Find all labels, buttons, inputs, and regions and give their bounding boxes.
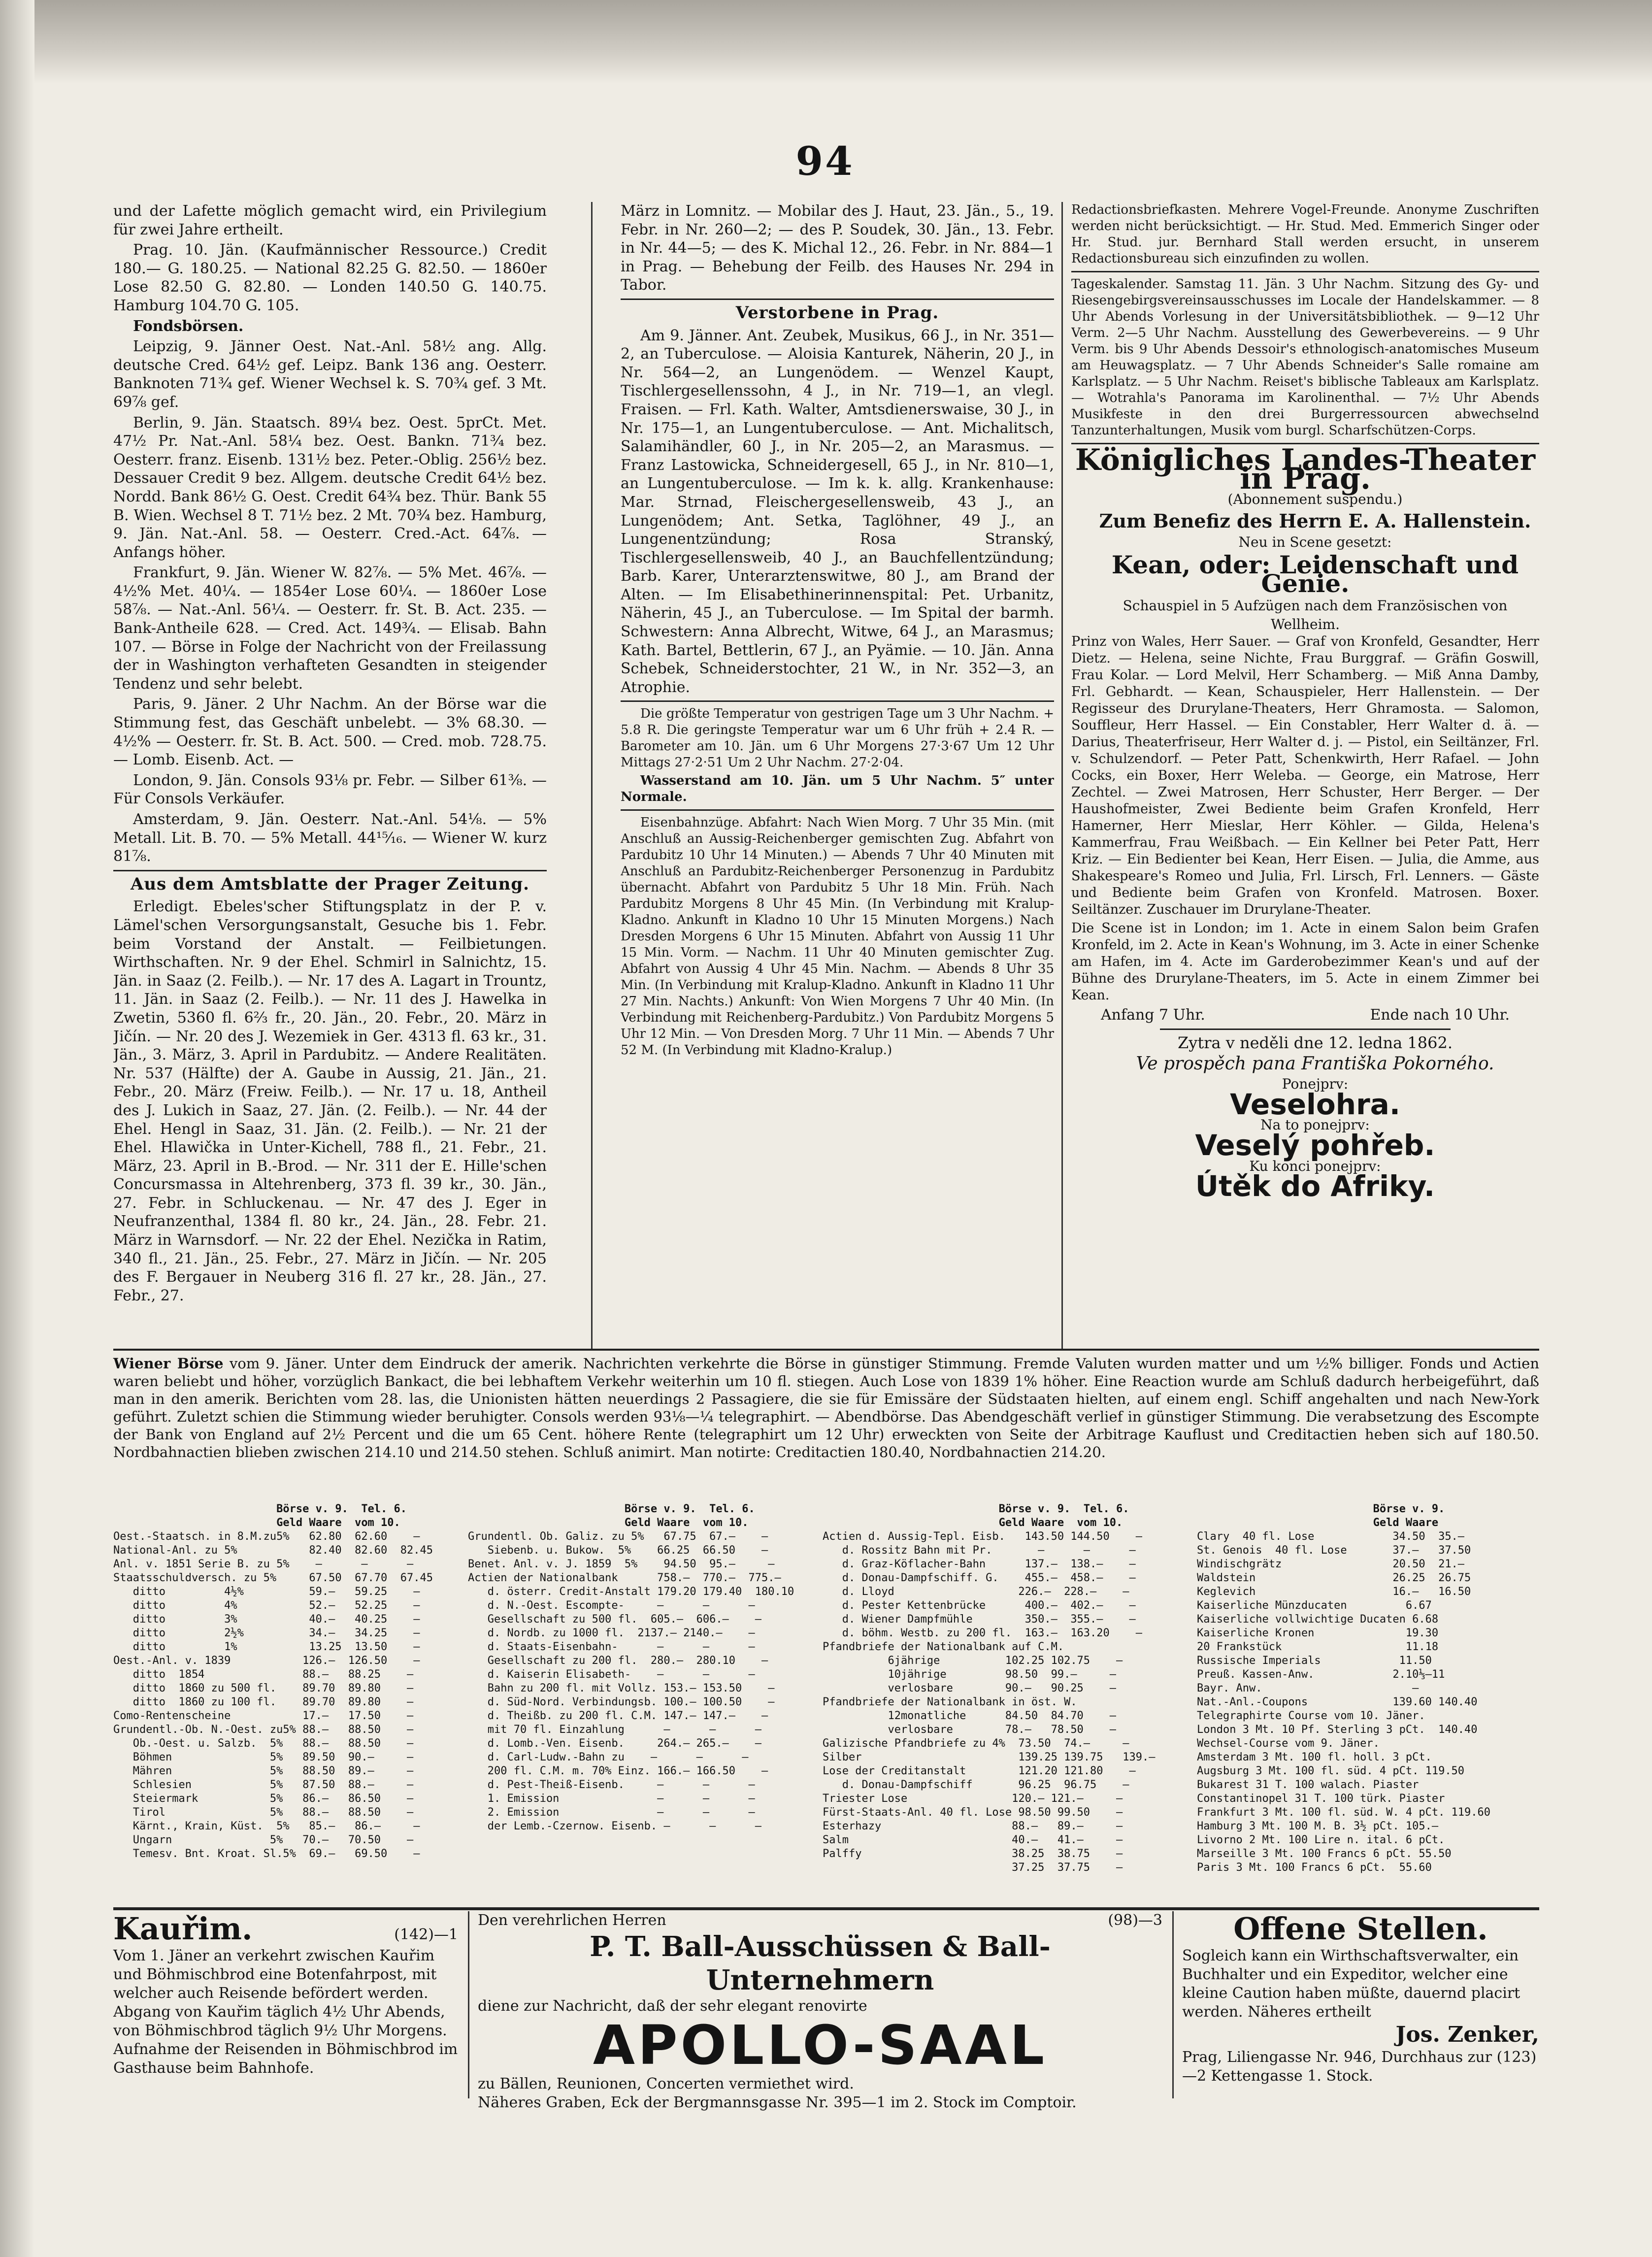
table-row: Augsburg 3 Mt. 100 fl. süd. 4 pCt. 119.50	[1197, 1765, 1465, 1777]
prag-report: Prag. 10. Jän. (Kaufmännischer Ressource.) Credit 180.— G. 180.25. — National 82.25 G. 82.50. — 1860er Lose 82.50 G. 82.80. — Londen 140.50 G. 140.75. Hamburg 104.70 G. 105.	[113, 241, 547, 314]
czech-benefit: Ve prospěch pana Františka Pokorného.	[1136, 1053, 1494, 1074]
table-row: Kaiserliche Münzducaten 6.67	[1197, 1599, 1432, 1612]
verstorbene-title: Verstorbene in Prag.	[735, 302, 939, 323]
table-row: d. Rossitz Bahn mit Pr. — — —	[823, 1544, 1136, 1557]
table-row: Oest.-Staatsch. in 8.M.zu5% 62.80 62.60 —	[113, 1530, 420, 1543]
mobilar-text: März in Lomnitz. — Mobilar des J. Haut, 23. Jän., 5., 19. Febr. in Nr. 260—2; — des P. Soudek, 30. Jän., 13. Febr. in Nr. 44—5; — des K. Michal 12., 26. Febr. in Nr. 884—1 in Prag. — Behebung der Feilb. des Hauses Nr. 294 in Tabor.	[621, 202, 1054, 294]
ad-apollo-saal	[478, 1911, 1162, 2111]
table-row: Bukarest 31 T. 100 walach. Piaster	[1197, 1779, 1419, 1791]
table-row: National-Anl. zu 5% 82.40 82.60 82.45	[113, 1544, 433, 1557]
table-row: d. N.-Oest. Escompte- — — —	[468, 1599, 755, 1612]
play-vesely-pohreb: Veselý pohřeb.	[1195, 1128, 1435, 1162]
ad-offene-stellen	[1182, 1911, 1539, 2108]
benefiz: Zum Benefiz des Herrn E. A. Hallenstein.	[1099, 509, 1531, 532]
table-row: d. Nordb. zu 1000 fl. 2137.— 2140.— —	[468, 1627, 755, 1639]
ad-kaurim	[113, 1911, 458, 2108]
table-block-4	[1197, 1502, 1539, 1906]
table-row: ditto 4% 52.— 52.25 —	[113, 1599, 420, 1612]
frankfurt-report: Frankfurt, 9. Jän. Wiener W. 82⅞. — 5% Met. 46⅞. — 4½% Met. 40¼. — 1854er Lose 60¼. — 1860er Lose 58⅞. — Nat.-Anl. 56¼. — Oesterr. fr. St. B. Act. 235. — Bank-Antheile 628. — Cred. Act. 149¾. — Elisab. Bahn 107. — Börse in Folge der Nachricht von der Freilassung der in Washington verhafteten Gesandten in steigender Tendenz und sehr belebt.	[113, 564, 547, 693]
column-divider	[591, 202, 593, 1350]
table-row: Benet. Anl. v. J. 1859 5% 94.50 95.— —	[468, 1558, 775, 1570]
neu-in-scene: Neu in Scene gesetzt:	[1238, 534, 1392, 551]
table-block-3	[823, 1502, 1187, 1906]
table-row: Hamburg 3 Mt. 100 M. B. 3½ pCt. 105.—	[1197, 1820, 1439, 1832]
ad-apollo-ref: (98)—3	[1108, 1912, 1162, 1929]
amtsblatt-text: Erledigt. Ebeles'scher Stiftungsplatz in der P. v. Lämel'schen Versorgungsanstalt, Gesuche bis 1. Febr. beim Vorstand der Anstalt. — Feilbietungen. Wirthschaften. Nr. 9 der Ehel. Schmirl in Salnichtz, 15. Jän. in Saaz (2. Feilb.). — Nr. 17 des A. Lagart in Trountz, 11. Jän. in Saaz (2. Feilb.). — Nr. 11 des J. Hawelka in Zwetin, 5360 fl. 6⅔ fr., 20. Jän., 20. Febr., 20. März in Jičín. — Nr. 20 des J. Wezemiek in Ger. 4313 fl. 63 kr., 31. Jän., 3. März, 3. April in Pardubitz. — Andere Realitäten. Nr. 537 (Hälfte) der A. Gaube in Aussig, 21. Jän., 21. Febr., 20. März (Freiw. Feilb.). — Nr. 17 u. 18, Antheil des J. Lukich in Saaz, 27. Jän. (2. Feilb.). — Nr. 44 der Ehel. Hengl in Saaz, 31. Jän. (2. Feilb.). — Nr. 21 der Ehel. Hlawička in Unter-Kichell, 788 fl., 21. Febr., 21. März, 23. April in B.-Brod. — Nr. 311 der E. Hille'schen Concursmassa in Altehrenberg, 373 fl. 39 kr., 30. Jän., 27. Febr. in Schluckenau. — Nr. 47 des J. Eger in Neufranzenthal, 1384 fl. 80 kr., 24. Jän., 28. Febr. 21. März in Warnsdorf. — Nr. 22 der Ehel. Nezička in Ratim, 340 fl., 21. Jän., 25. Febr., 27. März in Jičín. — Nr. 205 des F. Bergauer in Neuberg 316 fl. 27 kr., 28. Jän., 27. Febr., 27.	[113, 898, 547, 1304]
czech-date: Zytra v neděli dne 12. ledna 1862.	[1178, 1033, 1453, 1052]
table-row: Pfandbriefe der Nationalbank in öst. W.	[823, 1696, 1077, 1708]
section-divider	[1160, 1029, 1451, 1030]
table-row: d. böhm. Westb. zu 200 fl. 163.— 163.20 —	[823, 1627, 1143, 1639]
table-header: Börse v. 9. Geld Waare	[1373, 1503, 1445, 1529]
ad-kaurim-text: Vom 1. Jäner an verkehrt zwischen Kauřim und Böhmischbrod eine Botenfahrpost, mit welcher auch Reisende befördert werden. Abgang von Kauřim täglich 4½ Uhr Abends, von Böhmischbrod täglich 9½ Uhr Morgens. Aufnahme der Reisenden in Böhmischbrod im Gasthause beim Bahnhofe.	[113, 1947, 458, 2077]
table-row: verlosbare 90.— 90.25 —	[823, 1682, 1117, 1694]
table-row: Mähren 5% 88.50 89.— —	[113, 1765, 414, 1777]
amtsblatt-title: Aus dem Amtsblatte der Prager Zeitung.	[130, 874, 530, 894]
wiener-boerse-report	[113, 1355, 1539, 1461]
table-row: Steiermark 5% 86.— 86.50 —	[113, 1792, 414, 1805]
verstorbene-text: Am 9. Jänner. Ant. Zeubek, Musikus, 66 J., in Nr. 351—2, an Tuberculose. — Aloisia Kanturek, Näherin, 20 J., in Nr. 564—2, an Lungenödem. — Wenzel Kaupt, Tischlergesellenssohn, 4 J., in Nr. 719—1, an vlegl. Fraisen. — Frl. Kath. Walter, Amtsdienerswaise, 30 J., in Nr. 175—1, an Lungentuberculose. — Ant. Michalitsch, Salamihändler, 60 J., in Nr. 205—2, an Marasmus. — Franz Lastowicka, Schneidergesell, 65 J., in Nr. 810—1, an Lungentuberculose. — Im k. k. allg. Krankenhause: Mar. Strnad, Fleischergesellensweib, 43 J., an Lungenödem; Ant. Setka, Taglöhner, 49 J., an Lungenentzündung; Rosa Stranský, Tischlergesellensweib, 40 J., an Bauchfellentzündung; Barb. Karer, Unterarztenswitwe, 80 J., am Brand der Alten. — Im Elisabethinerinnenspital: Pet. Urbanitz, Näherin, 45 J., an Tuberculose. — Im Spital der barmh. Schwestern: Anna Albrecht, Witwe, 64 J., an Marasmus; Kath. Bartel, Bettlerin, 67 J., an Pyämie. — 10. Jän. Anna Schebek, Schneiderstochter, 21 W., in Nr. 352—3, an Atrophie.	[621, 327, 1054, 696]
section-divider	[621, 299, 1054, 300]
ad-apollo-name: APOLLO-SAAL	[593, 2014, 1048, 2077]
table-row: Ungarn 5% 70.— 70.50 —	[113, 1834, 414, 1846]
table-row: ditto 1860 zu 100 fl. 89.70 89.80 —	[113, 1696, 414, 1708]
column-1	[113, 202, 547, 1364]
paris-report: Paris, 9. Jäner. 2 Uhr Nachm. An der Börse war die Stimmung fest, das Geschäft unbelebt. — 3% 68.30. — 4½% — Oesterr. fr. St. B. Act. 500. — Cred. mob. 728.75. — Lomb. Eisenb. Act. —	[113, 696, 547, 769]
ad-apollo-use: zu Bällen, Reunionen, Concerten vermiethet wird.	[478, 2075, 854, 2092]
table-header: Börse v. 9. Tel. 6. Geld Waare vom 10.	[624, 1503, 755, 1529]
table-row: 20 Frankstück 11.18	[1197, 1641, 1439, 1653]
table-row: ditto 3% 40.— 40.25 —	[113, 1613, 420, 1626]
table-rows	[823, 1530, 1187, 1875]
table-row: d. Süd-Nord. Verbindungsb. 100.— 100.50 —	[468, 1696, 775, 1708]
tageskalender: Tageskalender. Samstag 11. Jän. 3 Uhr Nachm. Sitzung des Gy- und Riesengebirgsvereinsausschusses im Locale der Handelskammer. — 8 Uhr Abends Vorlesung in der Universitätsbibliothek. — 9—12 Uhr Verm. 2—5 Uhr Nachm. Ausstellung des Gewerbevereins. — 9 Uhr Verm. bis 9 Uhr Abends Dessoir's ethnologisch-anatomisches Museum am Heuwagsplatz. — 7 Uhr Abends Schneider's Salle romaine am Karlsplatz. — 5 Uhr Nachm. Reiset's biblische Tableaux am Karlsplatz. — Wotrahla's Panorama im Karolinenthal. — 7½ Uhr Abends Musikfeste in den drei Burgerressourcen abwechselnd Tanzunterhaltungen, Musik vom burgl. Scharfschützen-Corps.	[1071, 277, 1539, 438]
wasserstand: Wasserstand am 10. Jän. um 5 Uhr Nachm. 5″ unter Normale.	[621, 773, 1054, 805]
table-block-2	[468, 1502, 813, 1906]
table-row: Silber 139.25 139.75 139.—	[823, 1751, 1156, 1763]
ad-divider	[1172, 1911, 1174, 2098]
table-row: Russische Imperials 11.50	[1197, 1655, 1432, 1667]
table-row: verlosbare 78.— 78.50 —	[823, 1724, 1117, 1736]
table-row: Kaiserliche vollwichtige Ducaten 6.68	[1197, 1613, 1439, 1626]
table-row: d. Donau-Dampfschiff 96.25 96.75 —	[823, 1779, 1129, 1791]
play-veselohra: Veselohra.	[1230, 1087, 1400, 1121]
table-row: Frankfurt 3 Mt. 100 fl. süd. W. 4 pCt. 119.60	[1197, 1806, 1491, 1819]
table-row: Schlesien 5% 87.50 88.— —	[113, 1779, 414, 1791]
ad-apollo-address: Näheres Graben, Eck der Bergmannsgasse Nr. 395—1 im 2. Stock im Comptoir.	[478, 2094, 1077, 2111]
table-row: 10jährige 98.50 99.— —	[823, 1668, 1117, 1681]
intro-text: und der Lafette möglich gemacht wird, ein Privilegium für zwei Jahre ertheilt.	[113, 202, 547, 238]
table-row: Staatsschuldversch. zu 5% 67.50 67.70 67.45	[113, 1572, 433, 1584]
table-header: Börse v. 9. Tel. 6. Geld Waare vom 10.	[998, 1503, 1129, 1529]
table-row: Paris 3 Mt. 100 Francs 6 pCt. 55.60	[1197, 1861, 1432, 1874]
ende: Ende nach 10 Uhr.	[1370, 1006, 1510, 1024]
section-divider	[621, 700, 1054, 702]
table-row: Temesv. Bnt. Kroat. Sl.5% 69.— 69.50 —	[113, 1848, 420, 1860]
page-number: 94	[795, 138, 855, 184]
table-row: Telegraphirte Course vom 10. Jäner.	[1197, 1710, 1425, 1722]
table-row: d. Lloyd 226.— 228.— —	[823, 1586, 1129, 1598]
amsterdam-report: Amsterdam, 9. Jän. Oesterr. Nat.-Anl. 54⅛. — 5% Metall. Lit. B. 70. — 5% Metall. 44¹⁵⁄₁₆. — Wiener W. kurz 81⅞.	[113, 811, 547, 865]
table-row: Preuß. Kassen-Anw. 2.10⅓—11	[1197, 1668, 1445, 1681]
ad-kaurim-ref: (142)—1	[394, 1926, 458, 1943]
table-row: 2. Emission — — —	[468, 1806, 755, 1819]
table-block-1	[113, 1502, 458, 1906]
anfang: Anfang 7 Uhr.	[1101, 1006, 1205, 1024]
play-utek-do-afriky: Útěk do Afriky.	[1195, 1169, 1435, 1203]
play-title: Kean, oder: Leidenschaft und Genie.	[1111, 550, 1519, 598]
cast-list: Prinz von Wales, Herr Sauer. — Graf von Kronfeld, Gesandter, Herr Dietz. — Helena, seine Nichte, Frau Burggraf. — Gräfin Goswill, Frau Kolar. — Lord Melvil, Herr Schamberg. — Miß Anna Damby, Frl. Gebhardt. — Kean, Schauspieler, Herr Hallenstein. — Der Regisseur des Drurylane-Theaters, Herr Ghramosta. — Salomon, Souffleur, Herr Hassel. — Ein Constabler, Herr Walter d. ä. — Darius, Theaterfriseur, Herr Walter d. j. — Pistol, ein Seiltänzer, Frl. v. Schulzendorf. — Peter Patt, Schenkwirth, Herr Rafael. — John Cocks, ein Boxer, Herr Weleba. — George, ein Matrose, Herr Zechtel. — Zwei Matrosen, Herr Schuster, Herr Berger. — Der Haushofmeister, Zwei Bediente beim Grafen Kronfeld, Herr Hamerner, Herr Mieslar, Herr Köhler. — Gilda, Helena's Kammerfrau, Frau Weißbach. — Ein Kellner bei Peter Patt, Herr Kriz. — Ein Bedienter bei Kean, Herr Eisen. — Julia, die Amme, aus Shakespeare's Romeo und Julia, Frl. Lirsch, Frl. Lenners. — Gäste und Bediente beim Grafen von Kronfeld. Matrosen. Boxer. Seiltänzer. Zuschauer im Drurylane-Theater.	[1071, 634, 1539, 918]
table-row: Pfandbriefe der Nationalbank auf C.M.	[823, 1641, 1064, 1653]
table-row: ditto 2½% 34.— 34.25 —	[113, 1627, 420, 1639]
abonnement: (Abonnement suspendu.)	[1227, 491, 1403, 508]
table-row: Como-Rentenscheine 17.— 17.50 —	[113, 1710, 414, 1722]
section-divider	[621, 809, 1054, 811]
ad-stellen-name: Jos. Zenker,	[1395, 2022, 1539, 2047]
redaction-box: Redactionsbriefkasten. Mehrere Vogel-Freunde. Anonyme Zuschriften werden nicht berücksichtigt. — Hr. Stud. Med. Emmerich Singer oder Hr. Stud. jur. Bernhard Stall werden ersucht, in unserem Redactionsbureau sich einzufinden zu wollen.	[1071, 202, 1539, 266]
table-row: 12monatliche 84.50 84.70 —	[823, 1710, 1117, 1722]
table-row: Wechsel-Course vom 9. Jäner.	[1197, 1737, 1380, 1750]
table-row: Esterhazy 88.— 89.— —	[823, 1820, 1123, 1832]
table-row: Lose der Creditanstalt 121.20 121.80 —	[823, 1765, 1136, 1777]
eisenbahn-text: Eisenbahnzüge. Abfahrt: Nach Wien Morg. 7 Uhr 35 Min. (mit Anschluß an Aussig-Reichenberger gemischten Zug. Abfahrt von Pardubitz 10 Uhr 14 Minuten.) — Abends 7 Uhr 40 Minuten mit Anschluß an Pardubitz-Reichenberger Personenzug in Pardubitz übernacht. Abfahrt von Pardubitz 5 Uhr 18 Min. Früh. Nach Pardubitz Morgens 8 Uhr 45 Min. (In Verbindung mit Kralup-Kladno. Ankunft in Kladno 10 Uhr 15 Minuten Morgens.) Nach Dresden Morgens 6 Uhr 15 Minuten. Abfahrt von Aussig 11 Uhr 15 Min. Vorm. — Nachm. 11 Uhr 40 Minuten gemischter Zug. Abfahrt von Aussig 4 Uhr 45 Min. Nachm. — Abends 8 Uhr 35 Min. (In Verbindung mit Kralup-Kladno. Ankunft in Kladno 11 Uhr 27 Min. Nachts.) Ankunft: Von Wien Morgens 7 Uhr 40 Min. (In Verbindung mit Reichenberg-Pardubitz.) Von Pardubitz Morgens 5 Uhr 12 Min. — Von Dresden Morg. 7 Uhr 11 Min. — Abends 7 Uhr 52 M. (In Verbindung mit Kladno-Kralup.)	[621, 815, 1054, 1058]
ad-stellen-title: Offene Stellen.	[1233, 1911, 1488, 1947]
table-rows	[1197, 1530, 1539, 1875]
ad-apollo-notice: diene zur Nachricht, daß der sehr elegant renovirte	[478, 1997, 867, 2015]
table-row: Amsterdam 3 Mt. 100 fl. holl. 3 pCt.	[1197, 1751, 1432, 1763]
table-row: d. Pest-Theiß-Eisenb. — — —	[468, 1779, 755, 1791]
table-row: d. Staats-Eisenbahn- — — —	[468, 1641, 755, 1653]
table-row: Palffy 38.25 38.75 —	[823, 1848, 1123, 1860]
table-row: Tirol 5% 88.— 88.50 —	[113, 1806, 414, 1819]
table-rows	[113, 1530, 458, 1861]
ad-apollo-heading: P. T. Ball-Ausschüssen & Ball-Unternehmern	[590, 1930, 1051, 1996]
table-row: Ob.-Oest. u. Salzb. 5% 88.— 88.50 —	[113, 1737, 414, 1750]
advertisements	[113, 1911, 1539, 2111]
table-row: Marseille 3 Mt. 100 Francs 6 pCt. 55.50	[1197, 1848, 1452, 1860]
table-row: d. Donau-Dampfschiff. G. 455.— 458.— —	[823, 1572, 1136, 1584]
boerse-title: Wiener Börse	[113, 1355, 224, 1372]
table-row: Salm 40.— 41.— —	[823, 1834, 1123, 1846]
table-row: d. Wiener Dampfmühle 350.— 355.— —	[823, 1613, 1136, 1626]
table-row: Windischgrätz 20.50 21.—	[1197, 1558, 1465, 1570]
table-row: Actien der Nationalbank 758.— 770.— 775.—	[468, 1572, 781, 1584]
table-row: ditto 1854 88.— 88.25 —	[113, 1668, 414, 1681]
table-row: mit 70 fl. Einzahlung — — —	[468, 1724, 762, 1736]
table-row: d. Carl-Ludw.-Bahn zu — — —	[468, 1751, 749, 1763]
ponejprv-2: Na to ponejprv:	[1260, 1117, 1370, 1133]
ponejprv-3: Ku konci ponejprv:	[1249, 1158, 1381, 1174]
table-row: d. Theißb. zu 200 fl. C.M. 147.— 147.— —	[468, 1710, 768, 1722]
table-row: ditto 1% 13.25 13.50 —	[113, 1641, 420, 1653]
table-row: d. österr. Credit-Anstalt 179.20 179.40 180.10	[468, 1586, 794, 1598]
time-row	[1101, 1006, 1510, 1025]
table-row: ditto 1860 zu 500 fl. 89.70 89.80 —	[113, 1682, 414, 1694]
table-row: der Lemb.-Czernow. Eisenb. — — —	[468, 1820, 762, 1832]
scan-top-edge	[0, 0, 1652, 84]
table-row: London 3 Mt. 10 Pf. Sterling 3 pCt. 140.40	[1197, 1724, 1478, 1736]
table-row: Siebenb. u. Bukow. 5% 66.25 66.50 —	[468, 1544, 768, 1557]
table-row: Kaiserliche Kronen 19.30	[1197, 1627, 1439, 1639]
theatre-title: Königliches Landes-Theater in Prag.	[1075, 443, 1536, 496]
table-row: d. Pester Kettenbrücke 400.— 402.— —	[823, 1599, 1136, 1612]
table-row: Bahn zu 200 fl. mit Vollz. 153.— 153.50 —	[468, 1682, 775, 1694]
table-row: Galizische Pfandbriefe zu 4% 73.50 74.— —	[823, 1737, 1129, 1750]
table-row: Keglevich 16.— 16.50	[1197, 1586, 1471, 1598]
table-row: Waldstein 26.25 26.75	[1197, 1572, 1471, 1584]
column-divider	[1061, 202, 1063, 1350]
table-row: St. Genois 40 fl. Lose 37.— 37.50	[1197, 1544, 1471, 1557]
table-row: Actien d. Aussig-Tepl. Eisb. 143.50 144.50 —	[823, 1530, 1143, 1543]
ad-apollo-lead: Den verehrlichen Herren	[478, 1912, 666, 1929]
table-row: Constantinopel 31 T. 100 türk. Piaster	[1197, 1792, 1445, 1805]
table-row: d. Lomb.-Ven. Eisenb. 264.— 265.— —	[468, 1737, 762, 1750]
ponejprv-1: Ponejprv:	[1282, 1076, 1349, 1093]
weather-report: Die größte Temperatur von gestrigen Tage um 3 Uhr Nachm. + 5.8 R. Die geringste Temperatur war um 6 Uhr früh + 2.4 R. — Barometer am 10. Jän. um 6 Uhr Morgens 27·3·67 Um 12 Uhr Mittags 27·2·51 Um 2 Uhr Nachm. 27·2·04.	[621, 706, 1054, 770]
ad-apollo-header	[478, 1911, 1162, 1930]
horizontal-rule	[113, 1907, 1539, 1910]
table-row: ditto 4½% 59.— 59.25 —	[113, 1586, 420, 1598]
table-header: Börse v. 9. Tel. 6. Geld Waare vom 10.	[276, 1503, 407, 1529]
table-rows	[468, 1530, 813, 1833]
table-row: 6jährige 102.25 102.75 —	[823, 1655, 1123, 1667]
table-row: Clary 40 fl. Lose 34.50 35.—	[1197, 1530, 1465, 1543]
ad-kaurim-header	[113, 1911, 458, 1947]
table-row: d. Kaiserin Elisabeth- — — —	[468, 1668, 755, 1681]
table-row: 1. Emission — — —	[468, 1792, 755, 1805]
table-row: 200 fl. C.M. m. 70% Einz. 166.— 166.50 —	[468, 1765, 768, 1777]
exchange-tables	[113, 1502, 1539, 1906]
column-2	[621, 202, 1054, 1364]
ad-kaurim-title: Kauřim.	[113, 1911, 253, 1947]
table-row: Kärnt., Krain, Küst. 5% 85.— 86.— —	[113, 1820, 420, 1832]
table-row: 37.25 37.75 —	[823, 1861, 1123, 1874]
table-row: Gesellschaft zu 500 fl. 605.— 606.— —	[468, 1613, 762, 1626]
table-row: Nat.-Anl.-Coupons 139.60 140.40	[1197, 1696, 1478, 1708]
ad-divider	[468, 1911, 469, 2098]
london-report: London, 9. Jän. Consols 93⅛ pr. Febr. — Silber 61⅜. — Für Consols Verkäufer.	[113, 771, 547, 808]
play-subtitle: Schauspiel in 5 Aufzügen nach dem Französischen von Wellheim.	[1123, 597, 1508, 632]
table-row: Fürst-Staats-Anl. 40 fl. Lose 98.50 99.50 —	[823, 1806, 1123, 1819]
horizontal-rule	[113, 1349, 1539, 1351]
table-row: Anl. v. 1851 Serie B. zu 5% — — —	[113, 1558, 414, 1570]
table-row: Grundentl.-Ob. N.-Oest. zu5% 88.— 88.50 —	[113, 1724, 414, 1736]
table-row: Bayr. Anw. —	[1197, 1682, 1419, 1694]
boerse-text: vom 9. Jäner. Unter dem Eindruck der amerik. Nachrichten verkehrte die Börse in günstiger Stimmung. Fremde Valuten wurden matter und um ½% billiger. Fonds und Actien waren beliebt und höher, vorzüglich Bankact, die bei lebhaftem Verkehr weiterhin um 10 fl. stiegen. Auch Lose von 1839 1% höher. Eine Reaction wurde am Schluß dadurch herbeigeführt, daß man in den amerik. Berichten vom 28. las, die Unionisten hätten neuerdings 2 Passagiere, die sie für Emissäre der Südstaaten hielten, auf einem engl. Schiff angehalten und nach New-York geführt. Zuletzt schien die Stimmung wieder beruhigter. Consols werden 93⅛—¼ telegraphirt. — Abendbörse. Das Abendgeschäft verlief in günstiger Stimmung. Die verabsetzung des Escompte der Bank von England auf 2½ Percent und die um 65 Cent. höhere Rente (telegraphirt um 12 Uhr) erweckten von Seite der Arbitrage Kauflust und Creditactien heben sich auf 180.50. Nordbahnactien blieben zwischen 214.10 und 214.50 stehen. Schluß animirt. Man notirte: Creditactien 180.40, Nordbahnactien 214.20.	[113, 1355, 1540, 1460]
section-divider	[1071, 271, 1539, 272]
table-row: d. Graz-Köflacher-Bahn 137.— 138.— —	[823, 1558, 1136, 1570]
table-row: Livorno 2 Mt. 100 Lire n. ital. 6 pCt.	[1197, 1834, 1445, 1846]
table-row: Triester Lose 120.— 121.— —	[823, 1792, 1123, 1805]
scan-left-edge	[0, 0, 34, 2257]
table-row: Gesellschaft zu 200 fl. 280.— 280.10 —	[468, 1655, 768, 1667]
leipzig-report: Leipzig, 9. Jänner Oest. Nat.-Anl. 58½ ang. Allg. deutsche Cred. 64½ gef. Leipz. Bank 136 ang. Oesterr. Banknoten 71¾ gef. Wiener Wechsel k. S. 70¾ gef. 3 Mt. 69⅞ gef.	[113, 338, 547, 411]
ad-stellen-text: Sogleich kann ein Wirthschaftsverwalter, ein Buchhalter und ein Expeditor, welcher eine kleine Caution haben müßte, dauernd placirt werden. Näheres ertheilt	[1182, 1947, 1520, 2021]
ad-stellen-address: Prag, Liliengasse Nr. 946, Durchhaus zur (123)—2 Kettengasse 1. Stock.	[1182, 2049, 1537, 2085]
column-3	[1071, 202, 1539, 1364]
table-row: Grundentl. Ob. Galiz. zu 5% 67.75 67.— —	[468, 1530, 768, 1543]
table-row: Oest.-Anl. v. 1839 126.— 126.50 —	[113, 1655, 420, 1667]
berlin-report: Berlin, 9. Jän. Staatsch. 89¼ bez. Oest. 5prCt. Met. 47½ Pr. Nat.-Anl. 58¼ bez. Oest. Bankn. 71¾ bez. Oesterr. franz. Eisenb. 131½ bez. Peter.-Oblig. 256½ bez. Dessauer Credit 9 bez. Allgem. deutsche Credit 64½ bez. Nordd. Bank 86½ G. Oest. Credit 64¾ bez. Thür. Bank 55 B. Wien. Wechsel 8 T. 71½ bez. 2 Mt. 70¾ bez. Hamburg, 9. Jän. Nat.-Anl. 58. — Oesterr. Cred.-Act. 64⅞. — Anfangs höher.	[113, 414, 547, 561]
fonds-heading: Fondsbörsen.	[133, 317, 244, 335]
table-row: Böhmen 5% 89.50 90.— —	[113, 1751, 414, 1763]
scene-info: Die Scene ist in London; im 1. Acte in einem Salon beim Grafen Kronfeld, im 2. Acte in Kean's Wohnung, im 3. Acte in einer Schenke am Hafen, im 4. Acte im Garderobezimmer Kean's und auf der Bühne des Drurylane-Theaters, im 5. Acte in einem Zimmer bei Kean.	[1071, 921, 1539, 1003]
section-divider	[113, 870, 547, 871]
